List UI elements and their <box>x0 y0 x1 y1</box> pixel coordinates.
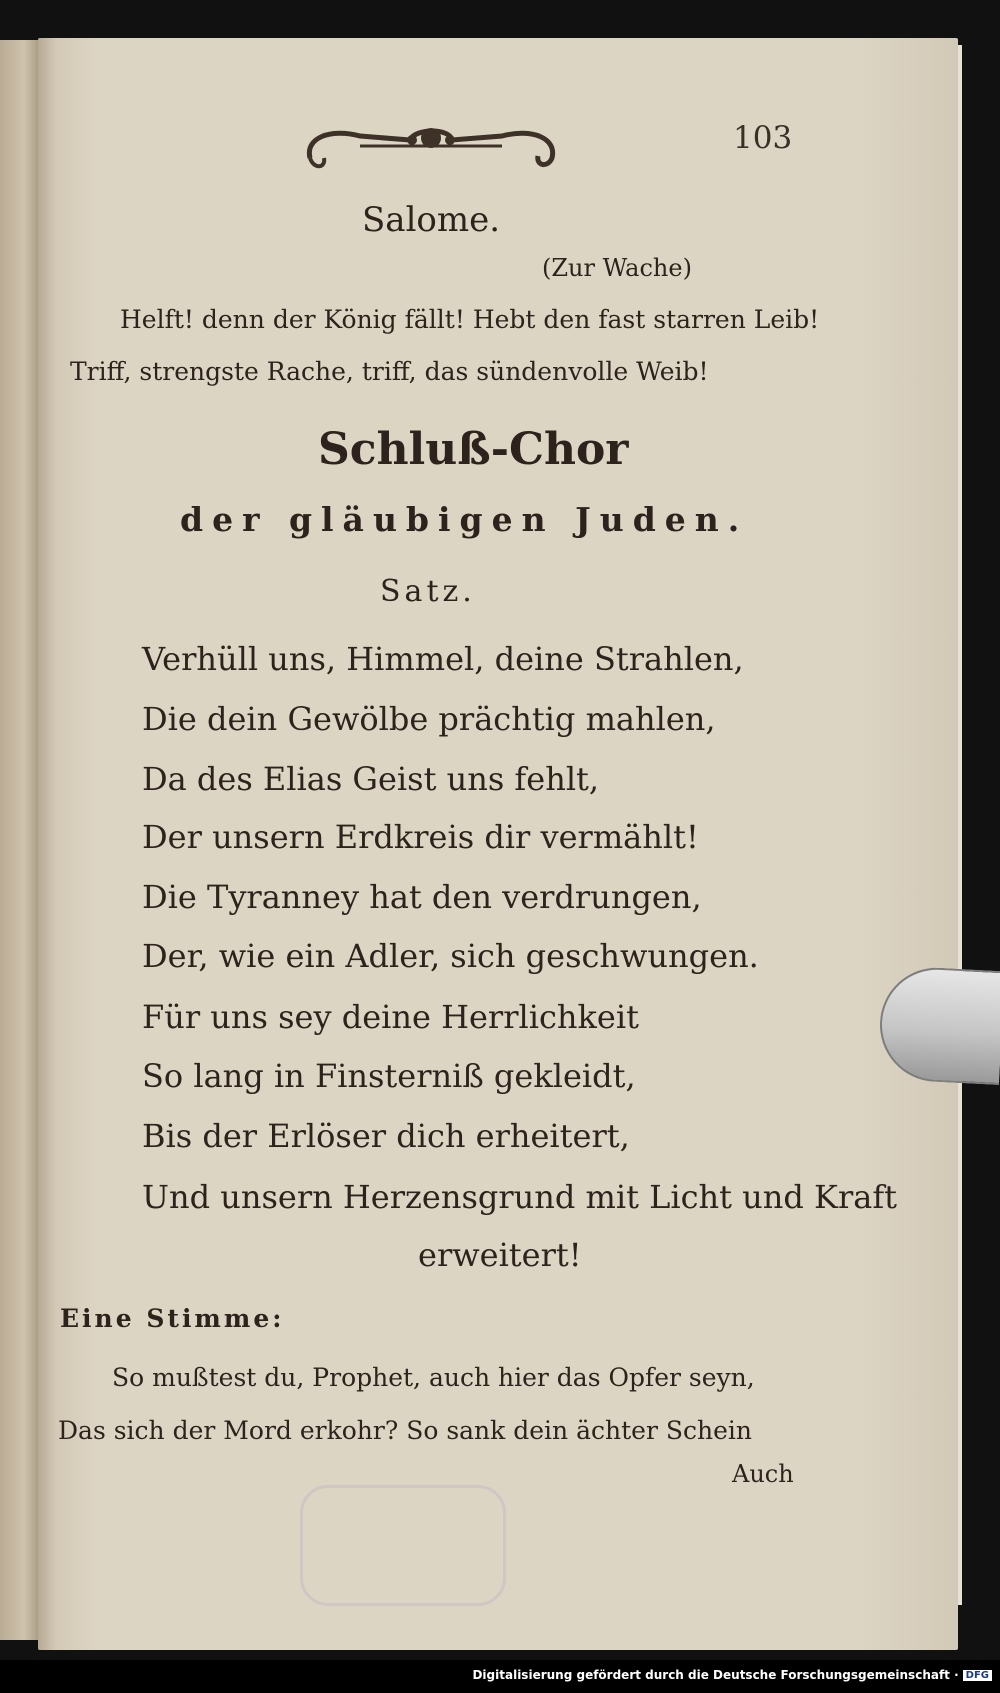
verse-line: Verhüll uns, Himmel, deine Strahlen, <box>142 640 744 678</box>
catchword: Auch <box>732 1460 794 1488</box>
verse-line: Die Tyranney hat den verdrungen, <box>142 878 702 916</box>
library-stamp <box>300 1485 506 1606</box>
verse-line: Bis der Erlöser dich erheitert, <box>142 1117 630 1155</box>
verse-line: So lang in Finsterniß gekleidt, <box>142 1057 636 1095</box>
stage-direction: (Zur Wache) <box>542 254 692 282</box>
verse-line: Der unsern Erdkreis dir vermählt! <box>142 818 699 856</box>
voice-line: So mußtest du, Prophet, auch hier das Opfer seyn, <box>112 1363 755 1392</box>
verse-line: Die dein Gewölbe prächtig mahlen, <box>142 700 716 738</box>
speaker-name: Salome. <box>362 200 501 240</box>
footer-text: Digitalisierung gefördert durch die Deutsche Forschungsgemeinschaft · <box>472 1668 959 1682</box>
digitization-footer <box>472 1668 992 1682</box>
verse-line: Und unsern Herzensgrund mit Licht und Kraft <box>142 1178 898 1216</box>
verse-line: Da des Elias Geist uns fehlt, <box>142 760 600 798</box>
speech-line: Helft! denn der König fällt! Hebt den fast starren Leib! <box>120 305 820 334</box>
dfg-logo-icon: DFG <box>963 1670 992 1681</box>
ornament-icon <box>300 118 562 174</box>
page-number: 103 <box>733 120 793 156</box>
speech-line: Triff, strengste Rache, triff, das sündenvolle Weib! <box>70 357 709 386</box>
voice-line: Das sich der Mord erkohr? So sank dein ächter Schein <box>58 1416 752 1445</box>
left-page-edge <box>0 40 40 1640</box>
verse-line: Für uns sey deine Herrlichkeit <box>142 998 639 1036</box>
section-heading: Satz. <box>380 574 476 609</box>
verse-line: Der, wie ein Adler, sich geschwungen. <box>142 937 759 975</box>
chorus-title: Schluß-Chor <box>318 424 629 475</box>
verse-line-continuation: erweitert! <box>418 1236 582 1274</box>
chorus-subtitle: der gläubigen Juden. <box>180 500 749 539</box>
voice-label: Eine Stimme: <box>60 1304 285 1333</box>
